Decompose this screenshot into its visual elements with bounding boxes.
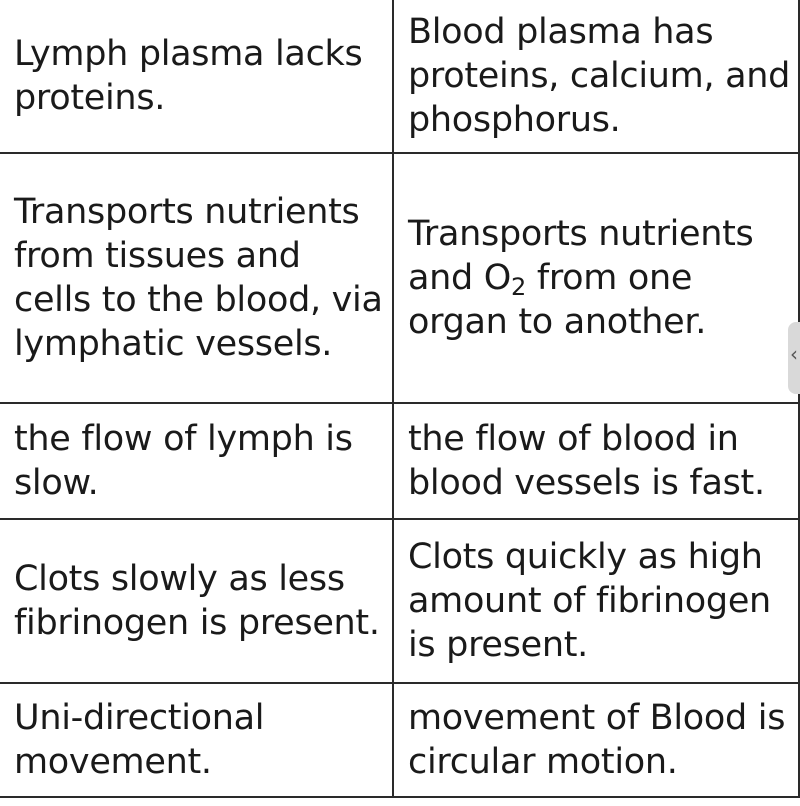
- table-cell-blood: the flow of blood in blood vessels is fast.: [393, 403, 799, 519]
- side-scroll-handle[interactable]: [788, 322, 800, 394]
- cell-text: from one organ to another.: [408, 258, 707, 342]
- table-cell-blood: [393, 153, 799, 403]
- table-cell-lymph: Lymph plasma lacks proteins.: [0, 0, 393, 153]
- table-cell-blood: Clots quickly as high amount of fibrinogen is present.: [393, 519, 799, 683]
- table-row: [0, 403, 799, 519]
- table-cell-lymph: Uni-directional movement.: [0, 683, 393, 797]
- table-cell-lymph: Transports nutrients from tissues and cells to the blood, via lymphatic vessels.: [0, 153, 393, 403]
- table-row: [0, 683, 799, 797]
- table-cell-blood: movement of Blood is circular motion.: [393, 683, 799, 797]
- cell-text: Transports nutrients and O: [408, 214, 754, 298]
- table-cell-lymph: Clots slowly as less fibrinogen is present.: [0, 519, 393, 683]
- table-cell-blood: Blood plasma has proteins, calcium, and phosphorus.: [393, 0, 799, 153]
- chevron-left-icon: ‹: [790, 342, 798, 366]
- table-row: [0, 519, 799, 683]
- table-row: [0, 153, 799, 403]
- subscript: 2: [511, 273, 527, 301]
- table-cell-lymph: the flow of lymph is slow.: [0, 403, 393, 519]
- table-row: [0, 0, 799, 153]
